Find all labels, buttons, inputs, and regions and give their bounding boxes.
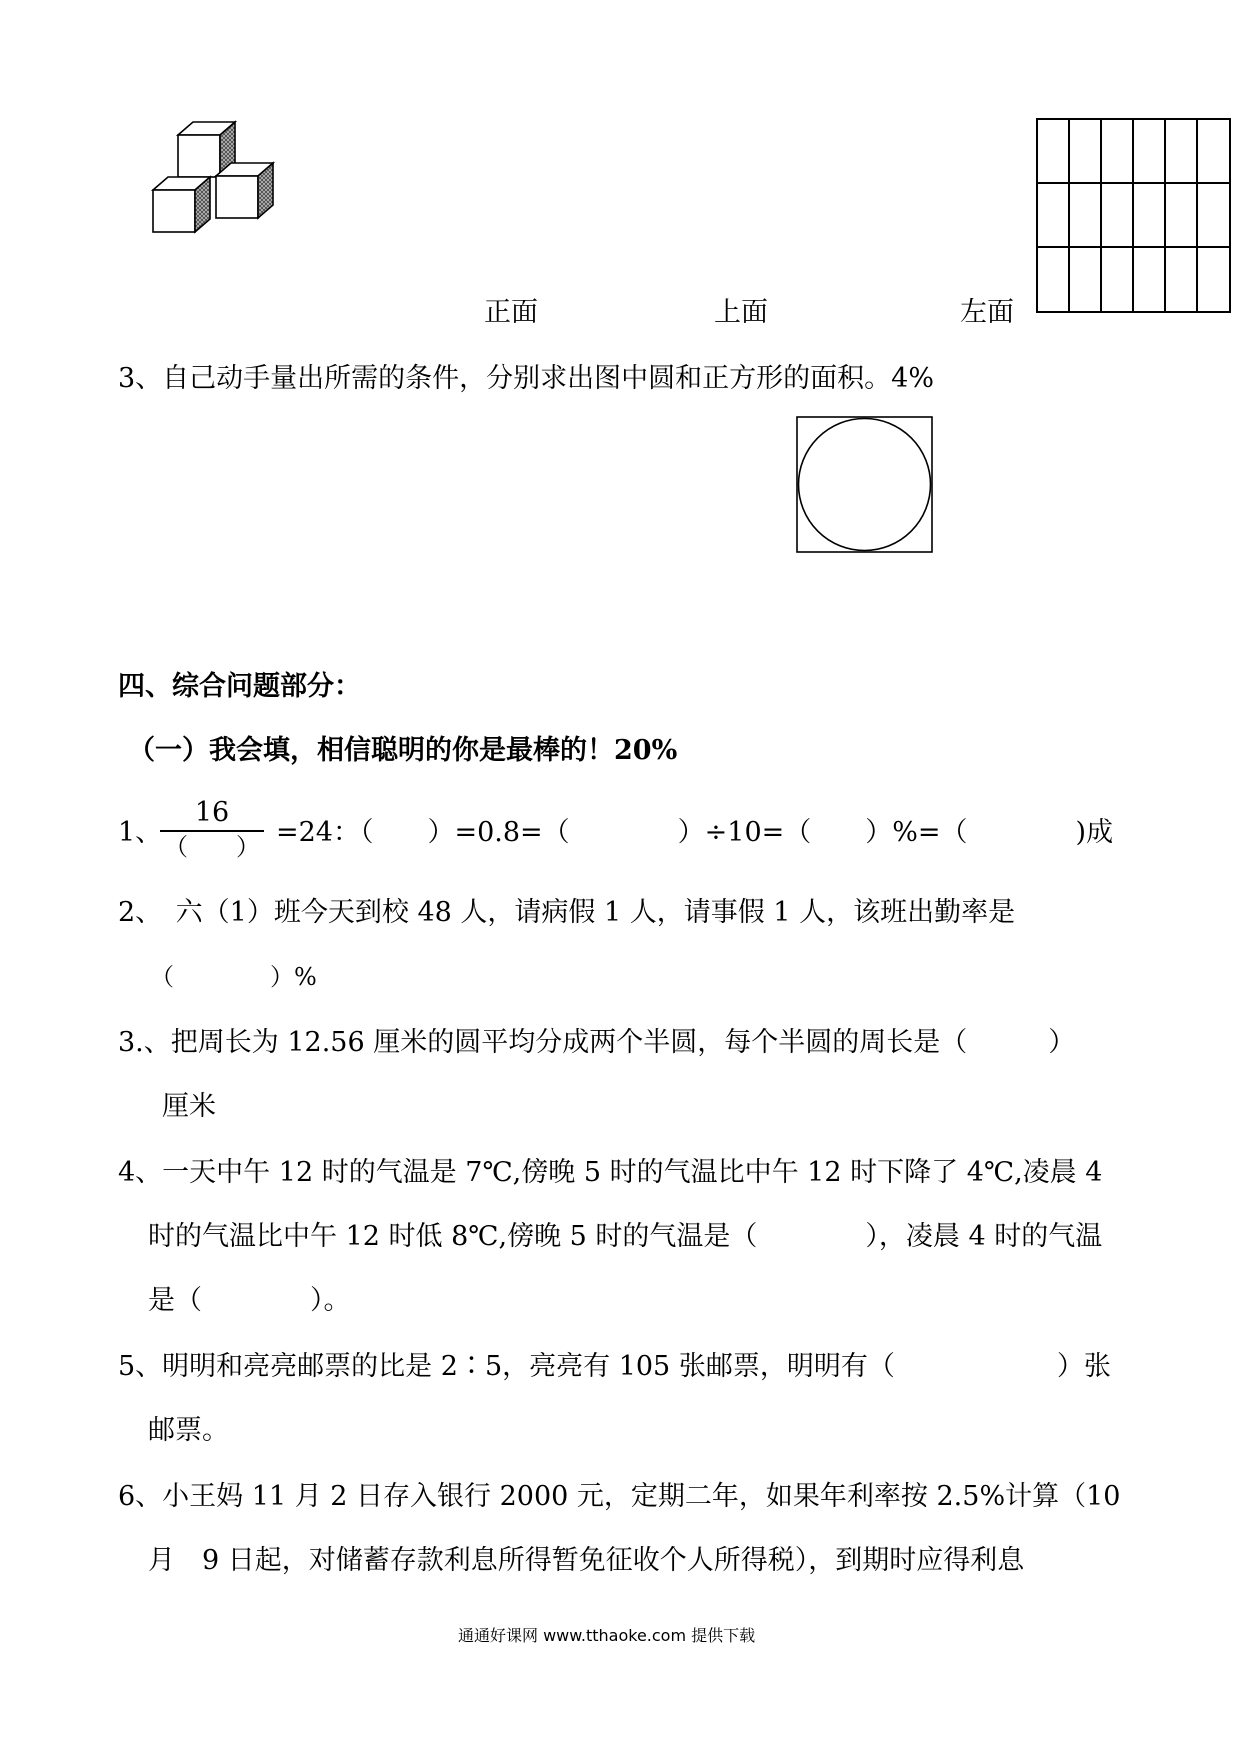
question-4-line-3: 是（ ）。: [148, 1285, 351, 1316]
question-6-line-2: 月 9 日起，对储蓄存款利息所得暂免征收个人所得税），到期时应得利息: [148, 1545, 1025, 1576]
label-top-view: 上面: [714, 297, 768, 328]
label-left-view: 左面: [960, 297, 1014, 328]
circle-in-square-figure: [796, 416, 934, 554]
question-6-line-1: 6、小王妈 11 月 2 日存入银行 2000 元，定期二年，如果年利率按 2.5%计算（10: [118, 1481, 1121, 1512]
subsection-1-title: （一）我会填，相信聪明的你是最棒的！20%: [128, 735, 678, 766]
question-3b-line-1: 3.、把周长为 12.56 厘米的圆平均分成两个半圆，每个半圆的周长是（ ）: [118, 1027, 1076, 1058]
question-1-rest: =24：（ ）=0.8=（ ）÷10=（ ）%=（ )成: [276, 817, 1114, 848]
page-footer: 通通好课网 www.tthaoke.com 提供下载: [458, 1626, 756, 1645]
section-4-title: 四、综合问题部分：: [118, 671, 361, 702]
fraction-denominator: （ ）: [164, 833, 260, 861]
question-4-line-1: 4、一天中午 12 时的气温是 7℃,傍晚 5 时的气温比中午 12 时下降了 4℃,凌晨 4: [118, 1157, 1103, 1188]
question-2-line-2: （ ）%: [150, 963, 317, 991]
question-5-line-2: 邮票。: [148, 1415, 229, 1446]
question-2-line-1: 2、 六（1）班今天到校 48 人，请病假 1 人，请事假 1 人，该班出勤率是: [118, 897, 1016, 928]
cube-stack-figure: [150, 120, 300, 270]
label-front-view: 正面: [484, 297, 538, 328]
question-3-measure: 3、自己动手量出所需的条件，分别求出图中圆和正方形的面积。4%: [118, 363, 935, 394]
answer-grid: [1036, 118, 1232, 314]
question-1-prefix: 1、: [118, 817, 163, 848]
fraction-numerator: 16: [194, 797, 230, 828]
question-5-line-1: 5、明明和亮亮邮票的比是 2∶5，亮亮有 105 张邮票，明明有（ ）张: [118, 1351, 1111, 1382]
fraction: [160, 798, 264, 862]
question-3b-line-2: 厘米: [162, 1091, 216, 1122]
question-4-line-2: 时的气温比中午 12 时低 8℃,傍晚 5 时的气温是（ ），凌晨 4 时的气温: [148, 1221, 1103, 1252]
